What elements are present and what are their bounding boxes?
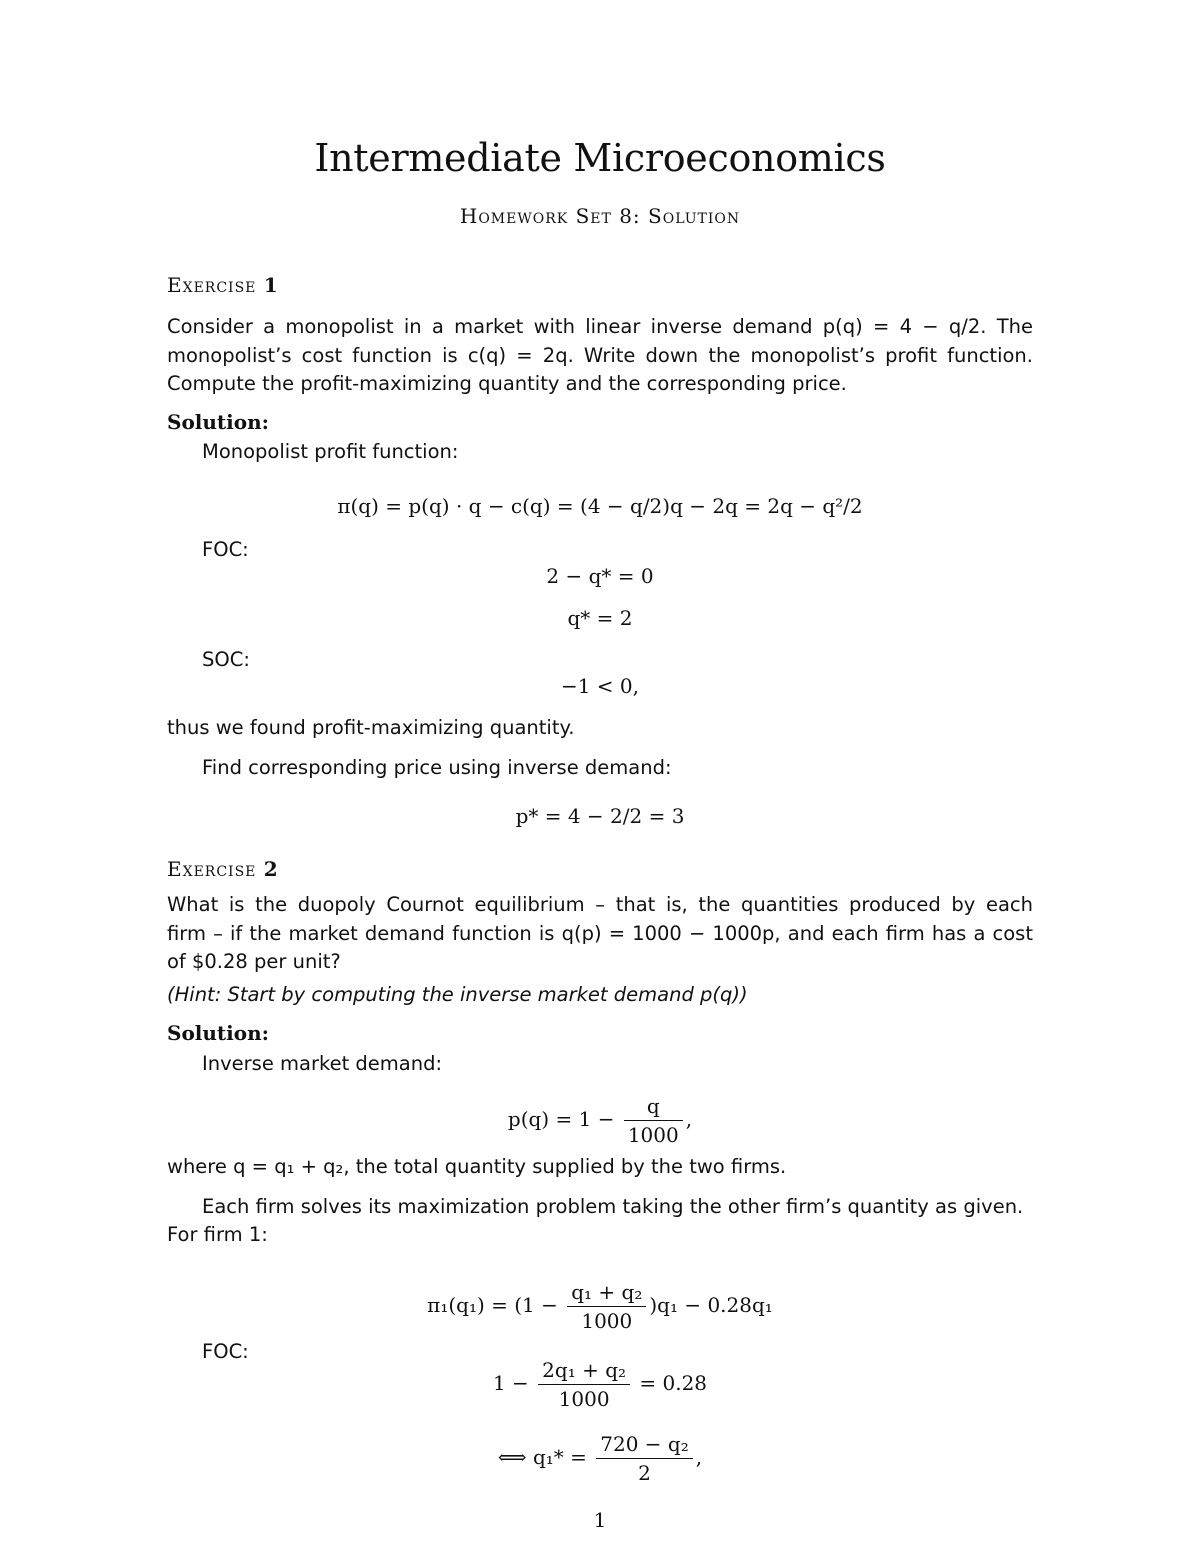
- exercise-2-each-firm-line: Each firm solves its maximization problem taking the other firm’s quantity as given.: [202, 1195, 1024, 1218]
- equation-right-side: = 0.28: [639, 1371, 708, 1395]
- exercise-1-heading-word: Exercise: [167, 273, 257, 297]
- exercise-2-inverse-demand-equation: [0, 1092, 1200, 1149]
- exercise-2-solution-label: Solution:: [167, 1021, 270, 1045]
- exercise-2-best-response-equation: [0, 1430, 1200, 1487]
- page-number: 1: [593, 1508, 607, 1532]
- exercise-1-solution-label: Solution:: [167, 410, 270, 434]
- exercise-1-heading-number: 1: [263, 273, 279, 297]
- exercise-1-problem-line: monopolist’s cost function is c(q) = 2q. Write down the monopolist’s profit function.: [167, 343, 1033, 367]
- exercise-1-optimal-quantity: q* = 2: [567, 606, 633, 630]
- equation-right-side: )q₁ − 0.28q₁: [649, 1293, 773, 1317]
- exercise-1-price-intro: Find corresponding price using inverse demand:: [202, 756, 672, 779]
- fraction-numerator: 720 − q₂: [596, 1430, 692, 1459]
- equation-left-side: π₁(q₁) = (1 −: [427, 1293, 558, 1317]
- exercise-2-problem-line: firm – if the market demand function is q(p) = 1000 − 1000p, and each firm has a cost: [167, 921, 1033, 945]
- exercise-2-hint: (Hint: Start by computing the inverse market demand p(q)): [167, 983, 748, 1006]
- fraction-denominator: 2: [638, 1461, 651, 1485]
- exercise-2-foc-equation: [0, 1356, 1200, 1413]
- document-subtitle: Homework Set 8: Solution: [459, 204, 741, 228]
- equation-left-side: p(q) = 1 −: [507, 1107, 615, 1131]
- exercise-1-soc-equation: −1 < 0,: [560, 674, 640, 698]
- exercise-2-problem-line: What is the duopoly Cournot equilibrium – that is, the quantities produced by each: [167, 893, 1033, 916]
- exercise-2-firm-1-profit-equation: [0, 1278, 1200, 1335]
- exercise-1-soc-label: SOC:: [202, 648, 250, 671]
- equation-left-side: 1 −: [492, 1371, 529, 1395]
- fraction-denominator: 1000: [558, 1387, 610, 1411]
- equation-right-side: ,: [685, 1107, 693, 1131]
- exercise-1-foc-equation: 2 − q* = 0: [546, 564, 654, 588]
- equation-right-side: ,: [695, 1445, 703, 1469]
- exercise-2-where-line: where q = q₁ + q₂, the total quantity supplied by the two firms.: [167, 1155, 787, 1178]
- exercise-2-foc-label: FOC:: [202, 1340, 249, 1363]
- fraction: [624, 1092, 683, 1149]
- document-title: Intermediate Microeconomics: [314, 136, 886, 180]
- exercise-1-price-equation: p* = 4 − 2/2 = 3: [515, 804, 685, 828]
- fraction-denominator: 1000: [581, 1309, 633, 1333]
- exercise-2-for-firm-1: For firm 1:: [167, 1223, 268, 1246]
- fraction-numerator: 2q₁ + q₂: [538, 1356, 630, 1385]
- fraction-numerator: q: [624, 1092, 683, 1121]
- exercise-1-problem-line: Consider a monopolist in a market with linear inverse demand p(q) = 4 − q/2. The: [167, 315, 1033, 338]
- exercise-2-heading: [167, 857, 279, 881]
- equation-left-side: ⟺ q₁* =: [497, 1445, 587, 1469]
- fraction: [538, 1356, 630, 1413]
- exercise-2-heading-number: 2: [263, 857, 279, 881]
- fraction-numerator: q₁ + q₂: [567, 1278, 646, 1307]
- fraction-denominator: 1000: [627, 1123, 679, 1147]
- exercise-1-heading: [167, 273, 279, 297]
- exercise-1-problem: [167, 313, 1033, 399]
- fraction: [567, 1278, 646, 1335]
- exercise-1-profit-equation: π(q) = p(q) · q − c(q) = (4 − q/2)q − 2q = 2q − q²/2: [337, 494, 863, 518]
- exercise-1-profit-intro: Monopolist profit function:: [202, 440, 459, 463]
- exercise-1-problem-line: Compute the profit-maximizing quantity and the corresponding price.: [167, 372, 847, 396]
- exercise-2-problem-line: of $0.28 per unit?: [167, 950, 341, 974]
- fraction: [596, 1430, 692, 1487]
- exercise-1-conclusion: thus we found profit-maximizing quantity.: [167, 716, 575, 739]
- exercise-2-heading-word: Exercise: [167, 857, 257, 881]
- exercise-2-problem: [167, 891, 1033, 977]
- exercise-1-foc-label: FOC:: [202, 538, 249, 561]
- exercise-2-demand-intro: Inverse market demand:: [202, 1052, 443, 1075]
